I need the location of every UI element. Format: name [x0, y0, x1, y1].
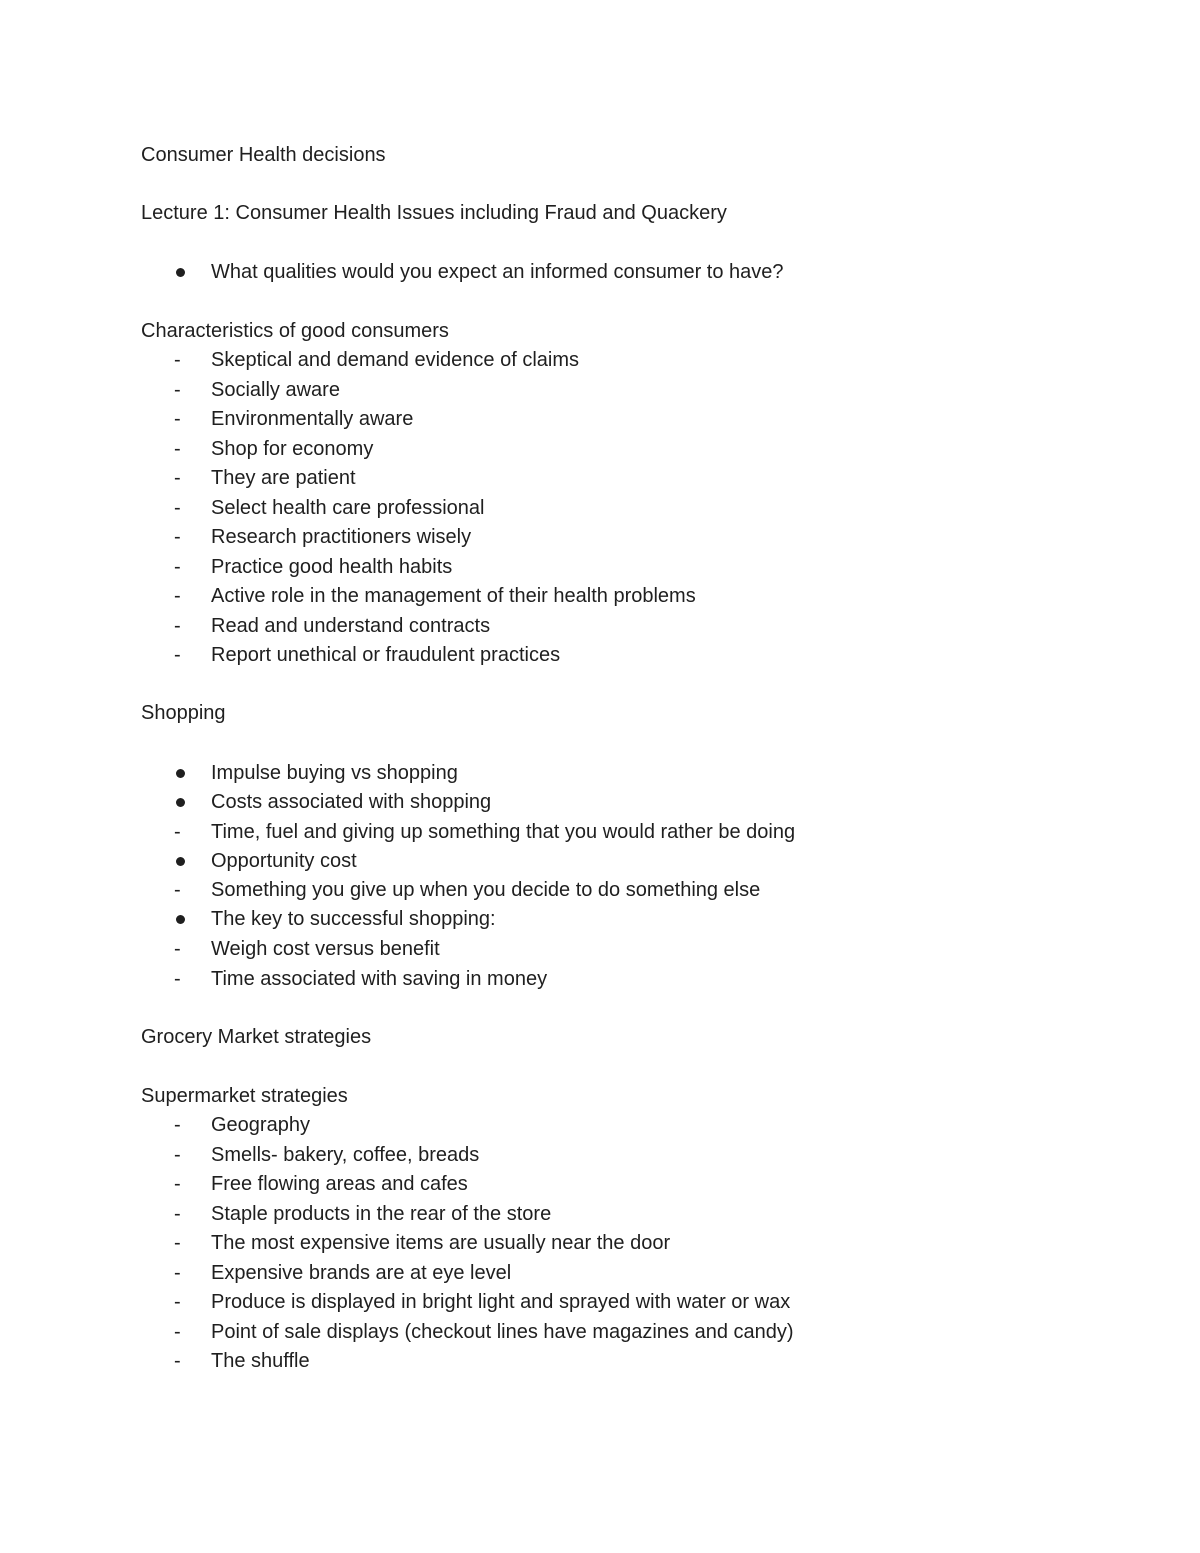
list-item-text: Select health care professional: [211, 497, 485, 519]
dash-icon: [174, 1171, 194, 1197]
list-item-text: Practice good health habits: [211, 556, 453, 578]
dash-icon: [174, 1112, 194, 1138]
list-item-text: Smells- bakery, coffee, breads: [211, 1144, 480, 1166]
dash-icon: [174, 465, 194, 491]
dash-icon: [174, 1319, 194, 1345]
list-item-text: Something you give up when you decide to do something else: [211, 879, 761, 901]
list-item-text: Opportunity cost: [211, 850, 357, 872]
dash-icon: [174, 347, 194, 373]
list-item-text: Time, fuel and giving up something that you would rather be doing: [211, 821, 796, 843]
dash-icon: [174, 583, 194, 609]
dash-icon: [174, 1142, 194, 1168]
list-item-text: Socially aware: [211, 379, 340, 401]
list-item-text: Environmentally aware: [211, 408, 414, 430]
intro-question-text: What qualities would you expect an informed consumer to have?: [211, 261, 784, 283]
list-item-text: Shop for economy: [211, 438, 374, 460]
list-item-text: The most expensive items are usually near the door: [211, 1232, 671, 1254]
list-item-text: Report unethical or fraudulent practices: [211, 644, 561, 666]
characteristics-heading: Characteristics of good consumers: [141, 320, 449, 342]
dash-icon: [174, 966, 194, 992]
lecture-heading: Lecture 1: Consumer Health Issues including Fraud and Quackery: [141, 202, 727, 224]
list-item-text: Produce is displayed in bright light and sprayed with water or wax: [211, 1291, 791, 1313]
shopping-heading: Shopping: [141, 702, 226, 724]
list-item-text: Active role in the management of their health problems: [211, 585, 696, 607]
dash-icon: [174, 1230, 194, 1256]
list-item-text: Time associated with saving in money: [211, 968, 548, 990]
list-item-text: Staple products in the rear of the store: [211, 1203, 552, 1225]
list-item-text: The shuffle: [211, 1350, 310, 1372]
list-item-text: Research practitioners wisely: [211, 526, 472, 548]
dash-icon: [174, 1201, 194, 1227]
dash-icon: [174, 406, 194, 432]
list-item-text: Skeptical and demand evidence of claims: [211, 349, 579, 371]
dash-icon: [174, 377, 194, 403]
dash-icon: [174, 1348, 194, 1374]
dash-icon: [174, 877, 194, 903]
list-item-text: Read and understand contracts: [211, 615, 491, 637]
dash-icon: [174, 1289, 194, 1315]
dash-icon: [174, 1260, 194, 1286]
list-item-text: They are patient: [211, 467, 356, 489]
document-title: Consumer Health decisions: [141, 144, 386, 166]
list-item-text: Weigh cost versus benefit: [211, 938, 440, 960]
list-item-text: Expensive brands are at eye level: [211, 1262, 512, 1284]
dash-icon: [174, 554, 194, 580]
dash-icon: [174, 642, 194, 668]
dash-icon: [174, 436, 194, 462]
dash-icon: [174, 936, 194, 962]
list-item-text: Free flowing areas and cafes: [211, 1173, 468, 1195]
grocery-heading: Grocery Market strategies: [141, 1026, 372, 1048]
list-item-text: Impulse buying vs shopping: [211, 762, 458, 784]
dash-icon: [174, 613, 194, 639]
dash-icon: [174, 495, 194, 521]
list-item-text: Costs associated with shopping: [211, 791, 492, 813]
supermarket-heading: Supermarket strategies: [141, 1085, 348, 1107]
list-item-text: The key to successful shopping:: [211, 908, 496, 930]
list-item-text: Point of sale displays (checkout lines have magazines and candy): [211, 1321, 794, 1343]
list-item-text: Geography: [211, 1114, 310, 1136]
dash-icon: [174, 819, 194, 845]
dash-icon: [174, 524, 194, 550]
